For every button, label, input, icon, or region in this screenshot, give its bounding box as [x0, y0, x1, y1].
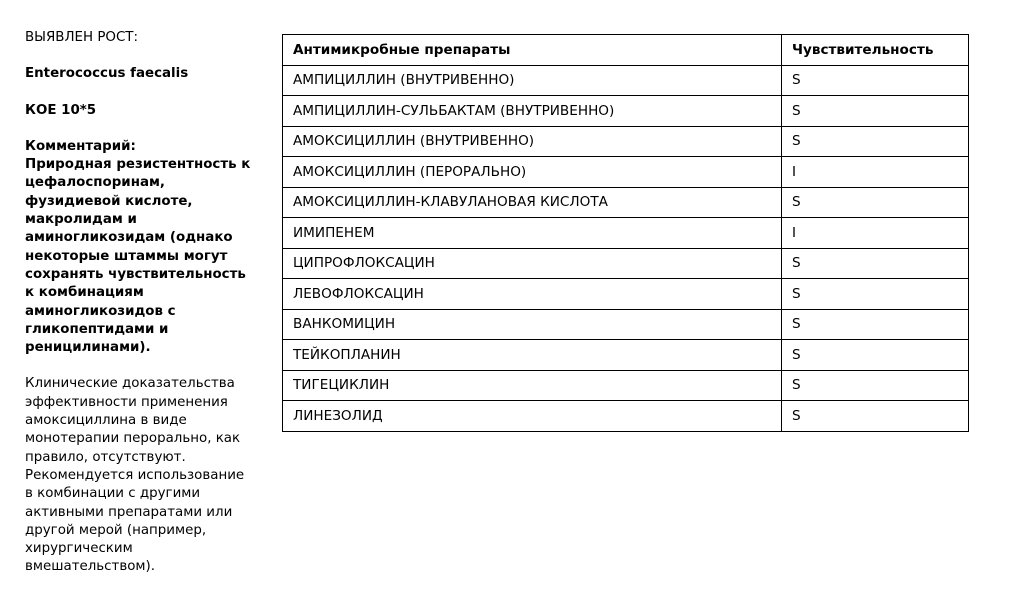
table-header-row: [283, 35, 969, 66]
table-row: [283, 309, 969, 340]
sensitivity-result: I: [782, 218, 969, 249]
susceptibility-table: [282, 34, 969, 432]
sensitivity-result: S: [782, 187, 969, 218]
drug-name: ТИГЕЦИКЛИН: [283, 370, 782, 401]
header-drugs: Антимикробные препараты: [283, 35, 782, 66]
sensitivity-result: S: [782, 401, 969, 432]
header-sensitivity: Чувствительность: [782, 35, 969, 66]
drug-name: ЛЕВОФЛОКСАЦИН: [283, 279, 782, 310]
report-summary: [25, 29, 265, 577]
clinical-note: Клинические доказательства эффективности применения амоксициллина в виде монотерапии перорально, как правило, отсутствуют. Рекомендуется использование в комбинации с другими активными препаратами или другой мерой (например, хирургическим вмешательством).: [25, 376, 245, 575]
table-row: [283, 157, 969, 188]
table-row: [283, 401, 969, 432]
drug-name: ВАНКОМИЦИН: [283, 309, 782, 340]
sensitivity-result: S: [782, 309, 969, 340]
table-row: [283, 126, 969, 157]
sensitivity-result: I: [782, 157, 969, 188]
table-row: [283, 340, 969, 371]
growth-label: ВЫЯВЛЕН РОСТ:: [25, 30, 139, 45]
drug-name: ТЕЙКОПЛАНИН: [283, 340, 782, 371]
drug-name: ЦИПРОФЛОКСАЦИН: [283, 248, 782, 279]
table-row: [283, 248, 969, 279]
table-row: [283, 96, 969, 127]
drug-name: ИМИПЕНЕМ: [283, 218, 782, 249]
sensitivity-result: S: [782, 279, 969, 310]
sensitivity-result: S: [782, 248, 969, 279]
drug-name: АМОКСИЦИЛЛИН (ПЕРОРАЛЬНО): [283, 157, 782, 188]
table-row: [283, 370, 969, 401]
comment-title: Комментарий:: [25, 138, 136, 154]
drug-name: АМОКСИЦИЛЛИН (ВНУТРИВЕННО): [283, 126, 782, 157]
drug-name: АМОКСИЦИЛЛИН-КЛАВУЛАНОВАЯ КИСЛОТА: [283, 187, 782, 218]
sensitivity-result: S: [782, 340, 969, 371]
comment-text: Природная резистентность к цефалоспоринам, фузидиевой кислоте, макролидам и аминогликозидам (однако некоторые штаммы могут сохранять чувствительность к комбинациям аминогликозидов с гликопептидами и pеницилинами).: [25, 157, 251, 356]
table-row: [283, 65, 969, 96]
sensitivity-result: S: [782, 126, 969, 157]
sensitivity-result: S: [782, 370, 969, 401]
drug-name: ЛИНЕЗОЛИД: [283, 401, 782, 432]
drug-name: АМПИЦИЛЛИН (ВНУТРИВЕННО): [283, 65, 782, 96]
table-row: [283, 279, 969, 310]
drug-name: АМПИЦИЛЛИН-СУЛЬБАКТАМ (ВНУТРИВЕННО): [283, 96, 782, 127]
comment-block: [25, 138, 265, 358]
table-row: [283, 187, 969, 218]
table-row: [283, 218, 969, 249]
sensitivity-result: S: [782, 65, 969, 96]
sensitivity-result: S: [782, 96, 969, 127]
cfu-value: КОЕ 10*5: [25, 102, 97, 118]
organism-name: Enterococcus faecalis: [25, 66, 189, 82]
